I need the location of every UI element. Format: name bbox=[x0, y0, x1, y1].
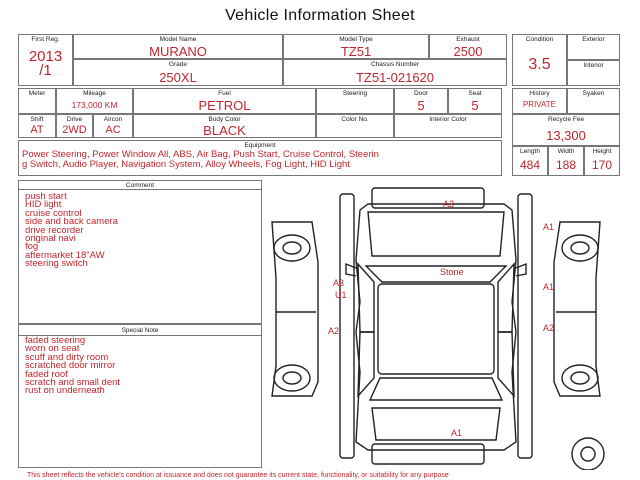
damage-mark-left-a2: A2 bbox=[328, 326, 340, 336]
length-cell bbox=[512, 146, 548, 176]
damage-mark-right-a2: A2 bbox=[543, 323, 555, 333]
aircon-cell bbox=[93, 114, 133, 138]
fuel-label: Fuel bbox=[218, 90, 231, 97]
chassis-cell bbox=[283, 59, 507, 86]
height-value: 170 bbox=[591, 158, 613, 172]
syaken-label: Syaken bbox=[582, 90, 605, 97]
mileage-value: 173,000 KM bbox=[71, 100, 118, 110]
shift-label: Shift bbox=[30, 116, 44, 123]
interior-cell bbox=[567, 60, 620, 86]
width-value: 188 bbox=[555, 158, 577, 172]
windshield-outline bbox=[366, 266, 506, 282]
rear-left-wheel bbox=[274, 365, 310, 391]
hood-outline bbox=[368, 212, 504, 256]
front-right-wheel-inner bbox=[571, 242, 589, 254]
aircon-value: AC bbox=[105, 124, 121, 136]
steering-cell bbox=[316, 88, 394, 114]
grade-cell bbox=[73, 59, 283, 86]
damage-mark-left-a3: A3 bbox=[333, 278, 345, 288]
exhaust-cell bbox=[429, 34, 507, 59]
comment-box bbox=[18, 180, 262, 324]
seat-value: 5 bbox=[471, 98, 479, 113]
color-no-cell bbox=[316, 114, 394, 138]
recycle-fee-label: Recycle Fee bbox=[547, 116, 585, 123]
spare-wheel-inner bbox=[581, 447, 595, 461]
special-note-list bbox=[25, 337, 120, 396]
body-color-label: Body Color bbox=[208, 116, 241, 123]
damage-mark-front-right-a1: A1 bbox=[543, 222, 555, 232]
exhaust-label: Exhaust bbox=[456, 36, 480, 43]
history-label: History bbox=[529, 90, 550, 97]
syaken-cell bbox=[567, 88, 620, 114]
recycle-fee-cell bbox=[512, 114, 620, 146]
list-item: scratched door mirror bbox=[25, 360, 116, 372]
body-color-value: BLACK bbox=[203, 123, 246, 138]
rear-window-outline bbox=[370, 378, 502, 400]
rear-left-wheel-inner bbox=[283, 372, 301, 384]
damage-mark-right-a1: A1 bbox=[543, 282, 555, 292]
first-reg-label: First Reg. bbox=[31, 36, 60, 43]
equipment-line-2: g Switch, Audio Player, Navigation System, Alloy Wheels, Fog Light, HID Light bbox=[22, 159, 350, 170]
list-item: original navi bbox=[25, 233, 76, 245]
right-front-door bbox=[498, 264, 514, 332]
grade-value: 250XL bbox=[159, 70, 197, 85]
history-value: PRIVATE bbox=[522, 100, 557, 109]
model-type-label: Model Type bbox=[339, 36, 373, 43]
front-bumper-outline bbox=[372, 188, 484, 208]
seat-cell bbox=[448, 88, 502, 114]
meter-label: Meter bbox=[28, 90, 46, 97]
interior-color-cell bbox=[394, 114, 502, 138]
special-note-box bbox=[18, 324, 262, 468]
damage-mark-rear-a1: A1 bbox=[451, 428, 463, 438]
equipment-cell bbox=[18, 140, 502, 176]
height-cell bbox=[584, 146, 620, 176]
drive-label: Drive bbox=[66, 116, 83, 123]
left-side-panel bbox=[340, 194, 354, 458]
interior-label: Interior bbox=[583, 62, 604, 69]
condition-cell bbox=[512, 34, 567, 86]
equipment-line-1: Power Steering, Power Window All, ABS, Air Bag, Push Start, Cruise Control, Steerin bbox=[22, 149, 379, 160]
damage-mark-roof-stone: Stone bbox=[440, 267, 464, 277]
list-item: steering switch bbox=[25, 258, 88, 270]
history-cell bbox=[512, 88, 567, 114]
model-name-value: MURANO bbox=[149, 44, 207, 59]
left-rear-door bbox=[358, 332, 374, 396]
model-type-cell bbox=[283, 34, 429, 59]
exhaust-value: 2500 bbox=[453, 44, 483, 59]
list-item: aftermarket 18"AW bbox=[25, 249, 105, 261]
equipment-label: Equipment bbox=[244, 142, 276, 149]
mileage-label: Mileage bbox=[83, 90, 106, 97]
door-cell bbox=[394, 88, 448, 114]
drive-value: 2WD bbox=[62, 124, 87, 136]
body-outline bbox=[356, 204, 516, 450]
damage-mark-front-a3: A3 bbox=[443, 199, 455, 209]
list-item: side and back camera bbox=[25, 216, 118, 228]
exterior-label: Exterior bbox=[582, 36, 605, 43]
width-cell bbox=[548, 146, 584, 176]
fuel-value: PETROL bbox=[198, 98, 251, 113]
list-item: scratch and small dent bbox=[25, 377, 121, 389]
list-item: drive recorder bbox=[25, 224, 84, 236]
tailgate-outline bbox=[372, 408, 500, 440]
recycle-fee-value: 13,300 bbox=[546, 128, 586, 143]
right-rear-door bbox=[498, 332, 514, 396]
width-label: Width bbox=[557, 148, 575, 155]
meter-cell bbox=[18, 88, 56, 114]
color-no-label: Color No. bbox=[341, 116, 369, 123]
first-reg-value: 2013 /1 bbox=[28, 48, 63, 79]
vehicle-damage-diagram bbox=[268, 182, 628, 470]
list-item: rust on underneath bbox=[25, 385, 105, 397]
condition-value: 3.5 bbox=[528, 56, 551, 73]
shift-value: AT bbox=[30, 124, 44, 136]
damage-mark-left-u1: U1 bbox=[335, 290, 347, 300]
list-item: scuff and dirty room bbox=[25, 351, 109, 363]
shift-cell bbox=[18, 114, 56, 138]
rear-right-wheel-inner bbox=[571, 372, 589, 384]
list-item: fog bbox=[25, 241, 39, 253]
chassis-label: Chassis Number bbox=[370, 61, 420, 68]
list-item: push start bbox=[25, 191, 67, 202]
condition-label: Condition bbox=[525, 36, 554, 43]
comment-label: Comment bbox=[125, 182, 155, 189]
model-name-cell bbox=[73, 34, 283, 59]
front-left-wheel-inner bbox=[283, 242, 301, 254]
front-right-wheel bbox=[562, 235, 598, 261]
length-value: 484 bbox=[519, 158, 541, 172]
chassis-value: TZ51-021620 bbox=[355, 70, 435, 85]
front-left-wheel bbox=[274, 235, 310, 261]
exterior-cell bbox=[567, 34, 620, 60]
comment-list bbox=[25, 193, 118, 269]
body-color-cell bbox=[133, 114, 316, 138]
fuel-cell bbox=[133, 88, 316, 114]
grade-label: Grade bbox=[168, 61, 188, 68]
rear-bumper-outline bbox=[372, 444, 484, 464]
model-name-label: Model Name bbox=[159, 36, 197, 43]
length-label: Length bbox=[520, 148, 540, 155]
right-side-panel bbox=[518, 194, 532, 458]
door-label: Door bbox=[413, 90, 429, 97]
first-reg-cell bbox=[18, 34, 73, 86]
door-value: 5 bbox=[417, 98, 425, 113]
height-label: Height bbox=[592, 148, 612, 155]
list-item: faded roof bbox=[25, 368, 68, 380]
special-note-label: Special Note bbox=[121, 327, 159, 334]
disclaimer-footer: This sheet reflects the vehicle's condition at issuance and does not guarantee its current state, functionality, or suitability for any purpose bbox=[27, 472, 449, 479]
interior-color-label: Interior Color bbox=[429, 116, 467, 123]
drive-cell bbox=[56, 114, 93, 138]
list-item: cruise control bbox=[25, 207, 82, 219]
mileage-cell bbox=[56, 88, 133, 114]
page-title: Vehicle Information Sheet bbox=[225, 7, 415, 24]
spare-wheel bbox=[572, 438, 604, 470]
list-item: worn on seat bbox=[25, 343, 80, 355]
list-item: faded steering bbox=[25, 335, 86, 346]
roof-outline bbox=[378, 284, 494, 374]
model-type-value: TZ51 bbox=[340, 44, 372, 59]
list-item: HID light bbox=[25, 199, 62, 211]
left-front-door bbox=[358, 264, 374, 332]
rear-right-wheel bbox=[562, 365, 598, 391]
steering-label: Steering bbox=[342, 90, 368, 97]
aircon-label: Aircon bbox=[103, 116, 123, 123]
seat-label: Seat bbox=[468, 90, 482, 97]
